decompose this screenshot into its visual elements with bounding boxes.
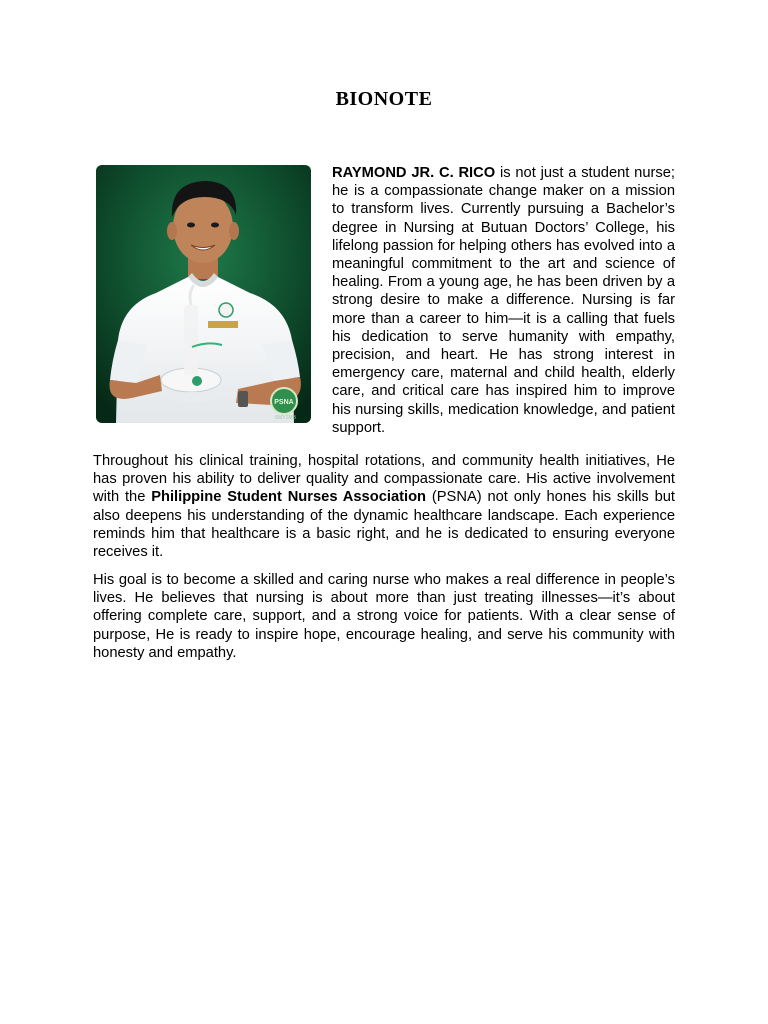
student-name: RAYMOND JR. C. RICO <box>332 165 496 181</box>
portrait-photo <box>96 165 311 423</box>
organization-name: Philippine Student Nurses Association <box>151 489 427 506</box>
intro-text: is not just a student nurse; he is a compassionate change maker on a mission to transform lives. Currently pursuing a Bachelor’s degree in Nursing at Butuan Doctors’ College, his lifelong passion for helping others has evolved into a meaningful commitment to the art and science of healing. From a young age, he has been driven by a strong desire to make a difference. Nursing is far more than a career to him—it is a calling that fuels his dedication to serve humanity with empathy, precision, and heart. He has strong interest in emergency care, maternal and child health, elderly care, and critical care has inspired him to improve his nursing skills, medication knowledge, and patient support. <box>332 165 675 436</box>
goal-paragraph: His goal is to become a skilled and caring nurse who makes a real difference in people’s lives. He believes that nursing is about more than just treating illnesses—it’s about offering complete care, support, and a strong voice for patients. With a clear sense of purpose, He is ready to inspire hope, encourage healing, and serve his community with honesty and empathy. <box>93 572 675 661</box>
intro-paragraph <box>332 164 675 437</box>
involvement-text-after: (PSNA) not only hones his skills but also deepens his understanding of the dynamic healthcare landscape. Each experience reminds him that healthcare is a basic right, and he is dedicated to ensuring everyone receives it. <box>93 489 675 561</box>
psna-badge-text: PSNA <box>274 399 294 406</box>
involvement-text-before: Throughout his clinical training, hospital rotations, and community health initiatives, He has proven his ability to deliver quality and compassionate care. His active involvement with the <box>93 453 675 506</box>
photo-watermark: SMYZMB <box>274 415 296 421</box>
page-title: BIONOTE <box>335 88 433 110</box>
involvement-paragraph <box>93 452 675 561</box>
